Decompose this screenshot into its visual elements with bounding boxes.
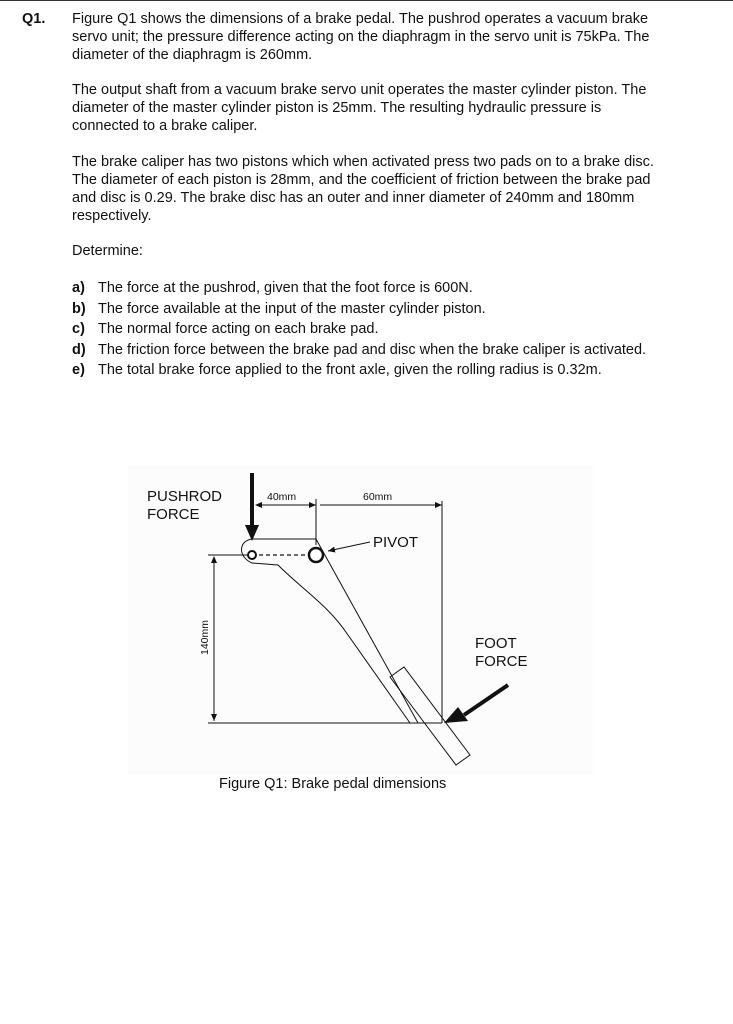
pedal-arm xyxy=(242,539,419,723)
question-number: Q1. xyxy=(22,11,46,27)
pushrod-label-2: FORCE xyxy=(147,506,200,523)
task-text: The force available at the input of the master cylinder piston. xyxy=(98,300,486,317)
paragraph-intro: Figure Q1 shows the dimensions of a brake pedal. The pushrod operates a vacuum brake servo unit; the pressure difference acting on the diaphragm in the servo unit is 75kPa. The diameter of the diaphragm is 260mm. xyxy=(72,11,650,63)
dim-60mm-label: 60mm xyxy=(363,491,393,503)
task-text: The friction force between the brake pad and disc when the brake caliper is activated. xyxy=(98,341,647,358)
task-item xyxy=(72,319,692,340)
task-label: b) xyxy=(72,300,86,317)
task-item xyxy=(72,360,692,381)
figure-caption: Figure Q1: Brake pedal dimensions xyxy=(219,776,447,792)
task-list xyxy=(72,278,692,381)
task-text: The force at the pushrod, given that the foot force is 600N. xyxy=(98,280,473,296)
brake-pedal-diagram xyxy=(128,465,593,775)
task-text: The normal force acting on each brake pad. xyxy=(98,321,379,337)
foot-force-label-2: FORCE xyxy=(475,653,528,670)
dim-40mm-label: 40mm xyxy=(267,491,297,503)
task-label: c) xyxy=(72,321,85,337)
task-label: a) xyxy=(72,280,85,296)
top-rule xyxy=(0,0,733,1)
task-item xyxy=(72,278,692,299)
task-item xyxy=(72,299,692,320)
pushrod-label-1: PUSHROD xyxy=(147,488,223,505)
foot-force-arrow-shaft xyxy=(464,685,508,715)
task-text: The total brake force applied to the front axle, given the rolling radius is 0.32m. xyxy=(98,362,602,378)
pivot-point xyxy=(309,548,323,562)
foot-force-label-1: FOOT xyxy=(475,635,517,652)
task-label: d) xyxy=(72,341,86,358)
task-label: e) xyxy=(72,362,85,378)
brake-pedal-figure xyxy=(128,465,593,775)
paragraph-determine: Determine: xyxy=(72,243,143,259)
paragraph-caliper: The brake caliper has two pistons which when activated press two pads on to a brake disc. The diameter of each piston is 28mm, and the coefficient of friction between the brake pad and disc is 0.29. The brake disc has an outer and inner diameter of 240mm and 180mm respectively. xyxy=(72,154,654,224)
dim-140mm-label: 140mm xyxy=(199,619,211,655)
task-item xyxy=(72,340,692,361)
pivot-leader xyxy=(328,542,370,551)
paragraph-servo: The output shaft from a vacuum brake servo unit operates the master cylinder piston. The diameter of the master cylinder piston is 25mm. The resulting hydraulic pressure is connected to a brake caliper. xyxy=(72,82,647,134)
pushrod-joint xyxy=(248,551,256,559)
pivot-label: PIVOT xyxy=(373,534,419,551)
